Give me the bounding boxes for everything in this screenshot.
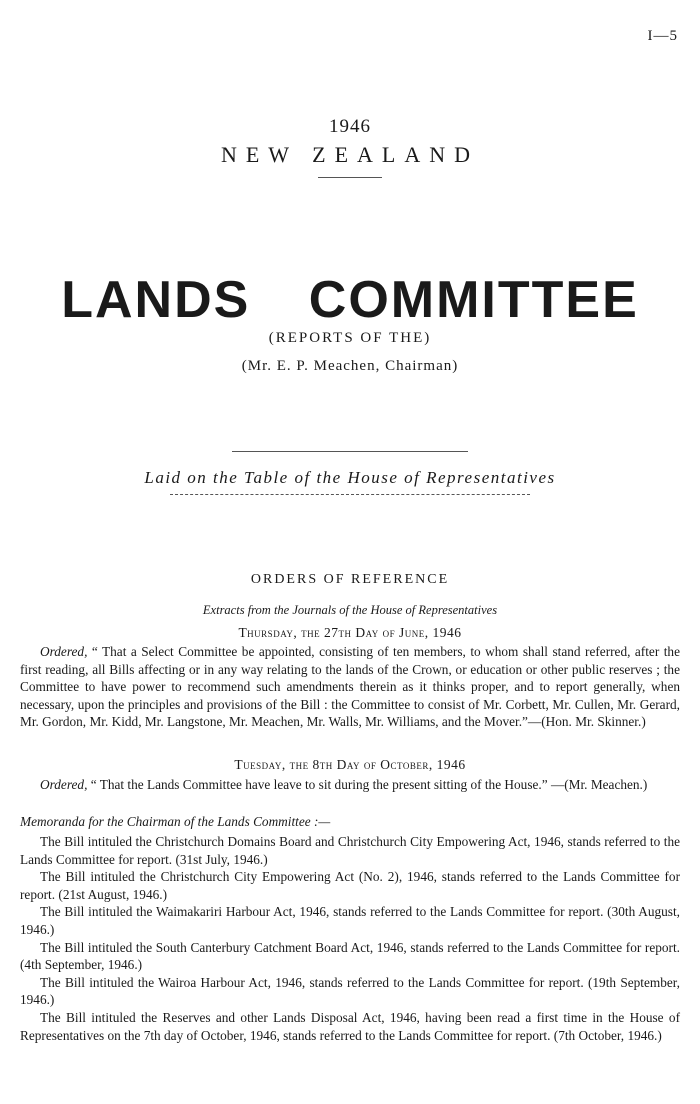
divider-bottom [170, 494, 530, 495]
page-reference: I—5 [647, 28, 678, 44]
ordered-label: Ordered, [40, 777, 88, 792]
document-subtitle: (REPORTS OF THE) [268, 330, 432, 346]
order-paragraph-2 [20, 776, 680, 794]
year: 1946 [329, 116, 371, 137]
orders-heading: ORDERS OF REFERENCE [250, 572, 450, 587]
divider-top [232, 451, 468, 452]
order-text: “ That the Lands Committee have leave to sit during the present sitting of the House.” —(Mr. Meachen.) [87, 777, 648, 792]
memorandum-item: The Bill intituled the Wairoa Harbour Act, 1946, stands referred to the Lands Committee for report. (19th September, 1946.) [20, 974, 680, 1008]
memoranda-list [20, 833, 680, 1044]
date-heading-2: Tuesday, the 8th Day of October, 1946 [234, 757, 466, 772]
order-text: “ That a Select Committee be appointed, consisting of ten members, to whom shall stand referred, after the first reading, all Bills affecting or in any way relating to the lands of the Crown, or education or other public reserves ; the Committee to have power to recommend such amendments therein as it thinks proper, and to report generally, when necessary, upon the principles and provisions of the Bill : the Committee to consist of Mr. Corbett, Mr. Cullen, Mr. Gerard, Mr. Gordon, Mr. Kidd, Mr. Langstone, Mr. Meachen, Mr. Walls, Mr. Williams, and the Mover.”—(Hon. Mr. Skinner.) [20, 644, 680, 730]
memorandum-item: The Bill intituled the Reserves and other Lands Disposal Act, 1946, having been read a first time in the House of Representatives on the 7th day of October, 1946, stands referred to the Lands Committee for report. (7th October, 1946.) [20, 1009, 680, 1043]
extracts-line: Extracts from the Journals of the House of Representatives [202, 603, 498, 617]
country-heading: NEW ZEALAND [220, 142, 480, 167]
ordered-label: Ordered, [40, 644, 88, 659]
short-divider [318, 177, 382, 178]
memorandum-item: The Bill intituled the Christchurch Domains Board and Christchurch City Empowering Act, 1946, stands referred to the Lands Committee for report. (31st July, 1946.) [20, 834, 680, 867]
chairman-line: (Mr. E. P. Meachen, Chairman) [241, 358, 459, 374]
order-paragraph-1 [20, 643, 680, 731]
memorandum-item: The Bill intituled the Christchurch City Empowering Act (No. 2), 1946, stands referred to the Lands Committee for report. (21st August, 1946.) [20, 869, 680, 902]
memorandum-item: The Bill intituled the Waimakariri Harbour Act, 1946, stands referred to the Lands Committee for report. (30th August, 1946.) [20, 904, 680, 937]
document-title: LANDS COMMITTEE [61, 271, 639, 329]
laid-on-table: Laid on the Table of the House of Representatives [144, 468, 556, 487]
memorandum-item: The Bill intituled the South Canterbury Catchment Board Act, 1946, stands referred to the Lands Committee for report. (4th September, 1946.) [20, 939, 680, 973]
memoranda-heading: Memoranda for the Chairman of the Lands Committee :— [20, 814, 331, 829]
date-heading-1: Thursday, the 27th Day of June, 1946 [238, 625, 462, 640]
